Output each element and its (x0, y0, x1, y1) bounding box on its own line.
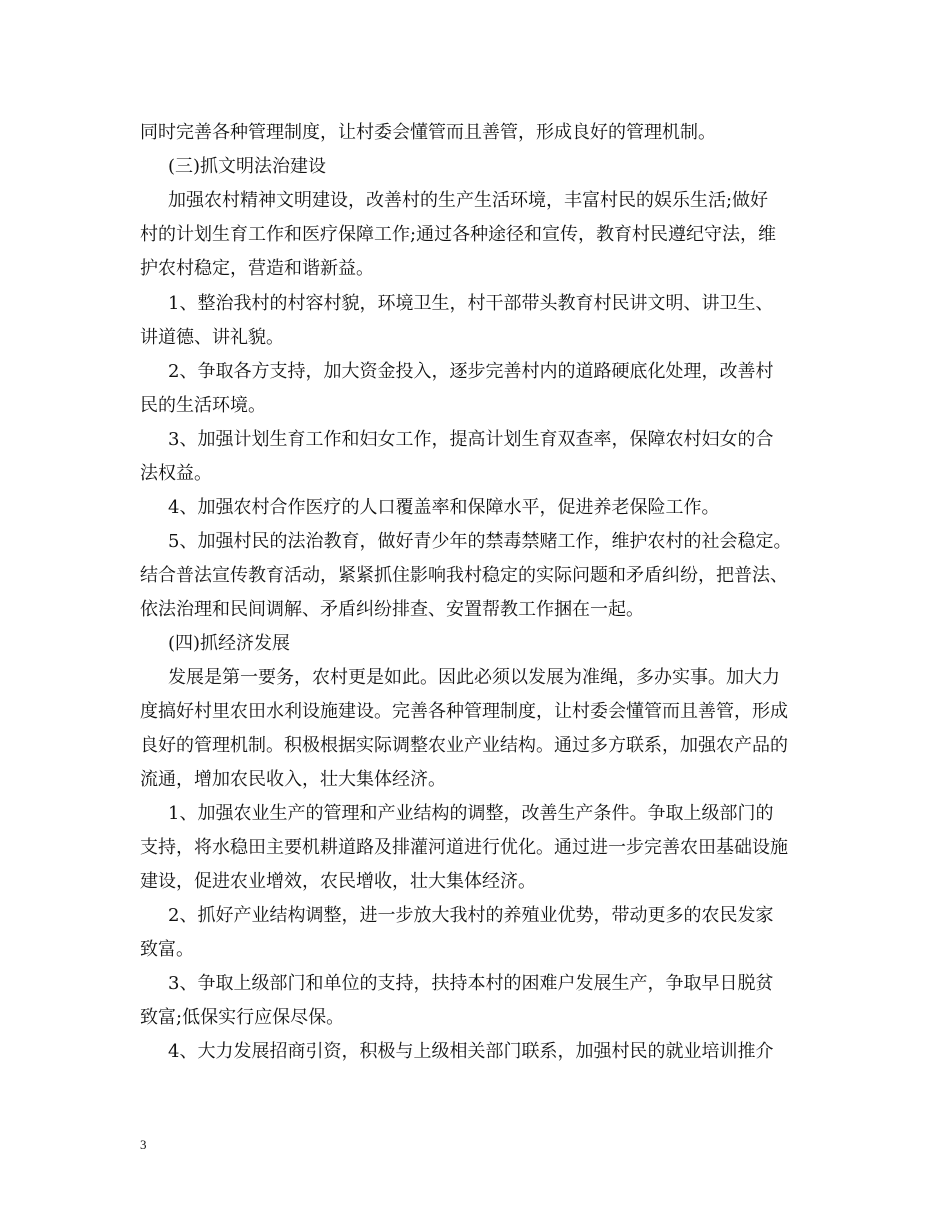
text-line: 村的计划生育工作和医疗保障工作;通过各种途径和宣传，教育村民遵纪守法，维 (140, 224, 777, 245)
text-line: 建设，促进农业增效，农民增收，壮大集体经济。 (140, 871, 536, 892)
text-line: 致富。 (140, 939, 194, 960)
section-heading: (四)抓经济发展 (168, 633, 291, 654)
list-item-line: 4、加强农村合作医疗的人口覆盖率和保障水平，促进养老保险工作。 (168, 497, 720, 518)
list-item-line: 1、加强农业生产的管理和产业结构的调整，改善生产条件。争取上级部门的 (168, 803, 774, 824)
page-number: 3 (140, 1137, 147, 1152)
list-item-line: 3、争取上级部门和单位的支持，扶持本村的困难户发展生产，争取早日脱贫 (168, 973, 774, 994)
text-line: 讲道德、讲礼貌。 (140, 327, 284, 348)
list-item-line: 5、加强村民的法治教育，做好青少年的禁毒禁赌工作，维护农村的社会稳定。 (168, 531, 792, 552)
text-line: 流通，增加农民收入，壮大集体经济。 (140, 769, 446, 790)
text-line: 护农村稳定，营造和谐新益。 (140, 258, 374, 279)
text-line: 同时完善各种管理制度，让村委会懂管而且善管，形成良好的管理机制。 (140, 122, 716, 143)
section-heading: (三)抓文明法治建设 (168, 156, 327, 177)
text-line: 法权益。 (140, 463, 212, 484)
text-line: 结合普法宣传教育活动，紧紧抓住影响我村稳定的实际问题和矛盾纠纷，把普法、 (140, 565, 788, 586)
text-line: 支持，将水稳田主要机耕道路及排灌河道进行优化。通过进一步完善农田基础设施 (140, 837, 788, 858)
text-line: 致富;低保实行应保尽保。 (140, 1007, 345, 1028)
list-item-line: 3、加强计划生育工作和妇女工作，提高计划生育双查率，保障农村妇女的合 (168, 429, 774, 450)
list-item-line: 2、抓好产业结构调整，进一步放大我村的养殖业优势，带动更多的农民发家 (168, 905, 774, 926)
text-line: 良好的管理机制。积极根据实际调整农业产业结构。通过多方联系，加强农产品的 (140, 735, 788, 756)
text-line: 发展是第一要务，农村更是如此。因此必须以发展为准绳，多办实事。加大力 (168, 667, 780, 688)
list-item-line: 2、争取各方支持，加大资金投入，逐步完善村内的道路硬底化处理，改善村 (168, 361, 774, 382)
text-line: 民的生活环境。 (140, 395, 266, 416)
text-line: 加强农村精神文明建设，改善村的生产生活环境，丰富村民的娱乐生活;做好 (168, 190, 769, 211)
text-line: 依法治理和民间调解、矛盾纠纷排查、安置帮教工作捆在一起。 (140, 599, 644, 620)
text-line: 度搞好村里农田水利设施建设。完善各种管理制度，让村委会懂管而且善管，形成 (140, 701, 788, 722)
list-item-line: 4、大力发展招商引资，积极与上级相关部门联系，加强村民的就业培训推介 (168, 1041, 774, 1062)
list-item-line: 1、整治我村的村容村貌，环境卫生，村干部带头教育村民讲文明、讲卫生、 (168, 293, 774, 314)
